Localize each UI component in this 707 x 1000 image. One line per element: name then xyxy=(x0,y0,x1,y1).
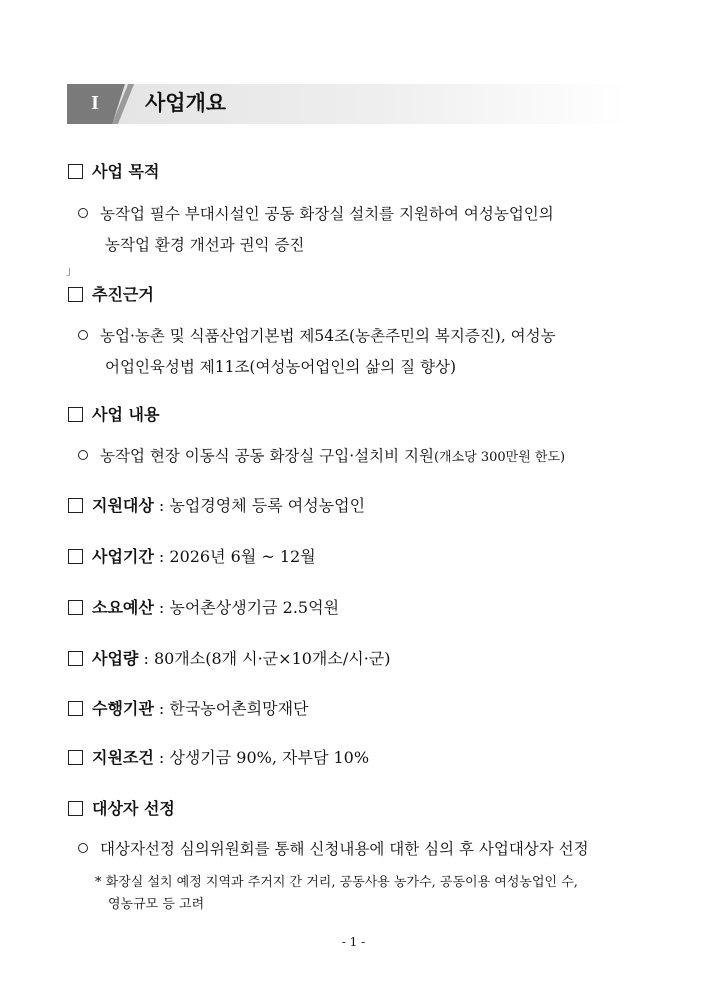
agency-value: : 한국농어촌희망재단 xyxy=(153,699,309,718)
selection-bullet xyxy=(78,833,589,865)
budget-value: : 농어촌상생기금 2.5억원 xyxy=(153,598,340,617)
bullet-circle-icon xyxy=(78,450,88,460)
purpose-bullet-line2: 농작업 환경 개선과 권익 증진 xyxy=(105,236,305,254)
chapter-title: 사업개요 xyxy=(145,91,227,115)
chapter-number: I xyxy=(91,92,99,114)
target-label: 지원대상 xyxy=(92,496,154,515)
basis-bullet-line1: 농업·농촌 및 식품산업기본법 제54조(농촌주민의 복지증진), 여성농 xyxy=(100,327,556,345)
section-selection-heading: 대상자 선정 xyxy=(92,799,175,818)
checkbox-square-icon xyxy=(68,164,83,179)
purpose-bullet xyxy=(78,198,554,230)
selection-note-line1: * 화장실 설치 예정 지역과 주거지 간 거리, 공동사용 농가수, 공동이용 여성농업인 수, xyxy=(95,875,578,890)
checkbox-square-icon xyxy=(68,549,83,564)
section-target xyxy=(68,494,365,518)
checkbox-square-icon xyxy=(68,600,83,615)
section-basis-heading: 추진근거 xyxy=(92,285,154,304)
condition-value: : 상생기금 90%, 자부담 10% xyxy=(153,748,370,767)
section-budget xyxy=(68,596,339,620)
agency-label: 수행기관 xyxy=(92,699,154,718)
purpose-bullet-line1: 농작업 필수 부대시설인 공동 화장실 설치를 지원하여 여성농업인의 xyxy=(100,205,554,223)
section-content-heading: 사업 내용 xyxy=(92,405,160,424)
checkbox-square-icon xyxy=(68,750,83,765)
checkbox-square-icon xyxy=(68,701,83,716)
checkbox-square-icon xyxy=(68,287,83,302)
basis-bullet xyxy=(78,320,556,352)
basis-bullet-line2: 어업인육성법 제11조(여성농어업인의 삶의 질 향상) xyxy=(105,358,456,376)
section-content xyxy=(68,403,159,427)
checkbox-square-icon xyxy=(68,498,83,513)
bullet-circle-icon xyxy=(78,208,88,218)
target-value: : 농업경영체 등록 여성농업인 xyxy=(153,496,366,515)
checkbox-square-icon xyxy=(68,801,83,816)
quantity-value: : 80개소(8개 시·군×10개소/시·군) xyxy=(138,649,391,668)
selection-bullet-text: 대상자선정 심의위원회를 통해 신청내용에 대한 심의 후 사업대상자 선정 xyxy=(100,840,589,858)
checkbox-square-icon xyxy=(68,651,83,666)
section-quantity xyxy=(68,647,390,671)
section-period xyxy=(68,545,316,569)
bullet-circle-icon xyxy=(78,330,88,340)
budget-label: 소요예산 xyxy=(92,598,154,617)
content-bullet xyxy=(78,440,565,474)
period-label: 사업기간 xyxy=(92,547,154,566)
section-agency xyxy=(68,697,309,721)
stray-mark: 」 xyxy=(66,264,77,277)
section-purpose xyxy=(68,160,159,184)
page-number: - 1 - xyxy=(341,935,366,949)
condition-label: 지원조건 xyxy=(92,748,154,767)
content-bullet-main: 농작업 현장 이동식 공동 화장실 구입·설치비 지원 xyxy=(100,447,434,465)
period-value: : 2026년 6월 ~ 12월 xyxy=(153,547,316,566)
section-purpose-heading: 사업 목적 xyxy=(92,162,160,181)
selection-note-line2: 영농규모 등 고려 xyxy=(108,897,205,912)
content-bullet-limit: (개소당 300만원 한도) xyxy=(433,450,566,465)
quantity-label: 사업량 xyxy=(92,649,139,668)
section-condition xyxy=(68,746,369,770)
section-selection xyxy=(68,797,175,821)
bullet-circle-icon xyxy=(78,843,88,853)
section-basis xyxy=(68,283,154,307)
checkbox-square-icon xyxy=(68,407,83,422)
